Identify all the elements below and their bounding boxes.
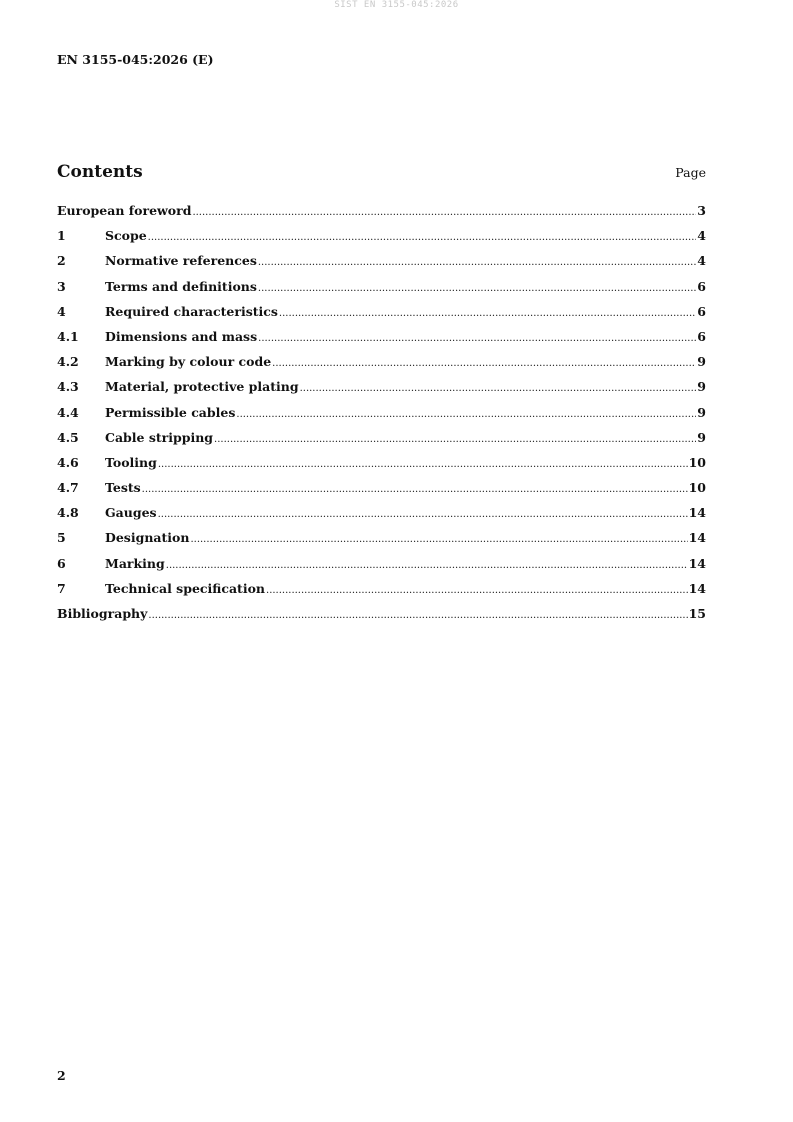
toc-entry-title: Normative references [105, 253, 257, 269]
toc-entry-page: 3 [697, 203, 706, 218]
toc-entry-title: Tooling [105, 454, 157, 470]
toc-entry[interactable] [57, 430, 706, 455]
toc-entry-title: Bibliography [57, 606, 148, 621]
watermark: SIST EN 3155-045:2026 [334, 0, 459, 10]
toc-entry[interactable] [57, 304, 706, 329]
toc-entry-number: 4.1 [57, 328, 79, 344]
toc-entry-number: 1 [57, 228, 66, 244]
toc-entry-number: 2 [57, 253, 66, 269]
toc-dot-leader [258, 333, 696, 344]
toc-entry-number: 4.3 [57, 379, 79, 395]
toc-entry-title: Marking [105, 555, 165, 571]
toc-entry-page: 9 [697, 354, 706, 370]
toc-entry[interactable] [57, 354, 706, 379]
toc-dot-leader [272, 358, 696, 369]
toc-entry[interactable] [57, 556, 706, 581]
toc-entry[interactable] [57, 279, 706, 304]
toc-title: Contents [57, 162, 143, 182]
toc-entry-page: 14 [688, 505, 706, 521]
toc-entry[interactable] [57, 379, 706, 404]
toc-entry-page: 14 [688, 530, 706, 546]
toc-entry-page: 4 [697, 228, 706, 244]
toc-entry-number: 3 [57, 278, 66, 294]
toc-entry[interactable] [57, 455, 706, 480]
toc-entry-number: 4.6 [57, 454, 79, 470]
toc-entry-title: Marking by colour code [105, 354, 272, 370]
toc-entry-page: 6 [697, 278, 706, 294]
toc-entry-title: Scope [105, 228, 147, 244]
toc-dot-leader [142, 484, 688, 495]
toc-entry-number: 5 [57, 530, 66, 546]
toc-dot-leader [166, 560, 688, 571]
toc-dot-leader [190, 534, 687, 545]
toc-entry-number: 4 [57, 303, 66, 319]
toc-entry-page: 14 [688, 555, 706, 571]
toc-entry-title: Dimensions and mass [105, 328, 258, 344]
toc-entry-title: Cable stripping [105, 429, 214, 445]
toc-dot-leader [148, 610, 687, 621]
toc-entry-page: 6 [697, 328, 706, 344]
toc-entry-page: 9 [697, 429, 706, 445]
toc-entry-number: 4.4 [57, 404, 79, 420]
toc-entry-page: 4 [697, 253, 706, 269]
page-number: 2 [57, 1068, 66, 1083]
toc-entry-page: 6 [697, 303, 706, 319]
toc-entry-number: 4.7 [57, 480, 79, 496]
toc-dot-leader [236, 409, 696, 420]
toc-dot-leader [192, 207, 696, 218]
toc-dot-leader [258, 283, 696, 294]
toc-dot-leader [214, 434, 696, 445]
toc-entry-title: Required characteristics [105, 303, 278, 319]
toc-dot-leader [279, 308, 696, 319]
toc-entry-title: Gauges [105, 505, 157, 521]
toc-dot-leader [266, 585, 688, 596]
toc-entry-title: Material, protective plating [105, 379, 299, 395]
toc-entry-title: Permissible cables [105, 404, 236, 420]
toc-entry[interactable] [57, 203, 706, 228]
toc-entry[interactable] [57, 405, 706, 430]
toc-entry-title: Technical specification [105, 580, 266, 596]
toc-entry-page: 14 [688, 580, 706, 596]
toc-dot-leader [158, 509, 688, 520]
toc-entry-page: 10 [688, 480, 706, 496]
toc-page-label: Page [675, 165, 706, 180]
toc-entry-number: 7 [57, 580, 66, 596]
document-id-header: EN 3155-045:2026 (E) [57, 52, 214, 67]
toc-entry-page: 9 [697, 379, 706, 395]
toc-entry[interactable] [57, 329, 706, 354]
toc-dot-leader [300, 383, 697, 394]
toc-entry[interactable] [57, 581, 706, 606]
toc-entry-title: Designation [105, 530, 190, 546]
toc-entry-title: Terms and definitions [105, 278, 257, 294]
toc-entry-page: 10 [688, 454, 706, 470]
toc-entry[interactable] [57, 530, 706, 555]
toc-list [57, 203, 706, 631]
toc-heading-row [57, 162, 706, 182]
toc-entry[interactable] [57, 606, 706, 631]
toc-entry-page: 9 [697, 404, 706, 420]
toc-entry-title: European foreword [57, 203, 192, 218]
toc-dot-leader [258, 257, 696, 268]
toc-dot-leader [158, 459, 688, 470]
toc-entry-number: 4.2 [57, 354, 79, 370]
toc-entry-number: 4.8 [57, 505, 79, 521]
toc-entry-title: Tests [105, 480, 141, 496]
toc-entry[interactable] [57, 253, 706, 278]
toc-entry[interactable] [57, 228, 706, 253]
toc-dot-leader [148, 232, 697, 243]
toc-entry[interactable] [57, 480, 706, 505]
toc-entry[interactable] [57, 505, 706, 530]
toc-entry-number: 4.5 [57, 429, 79, 445]
toc-entry-number: 6 [57, 555, 66, 571]
toc-entry-page: 15 [688, 606, 706, 621]
